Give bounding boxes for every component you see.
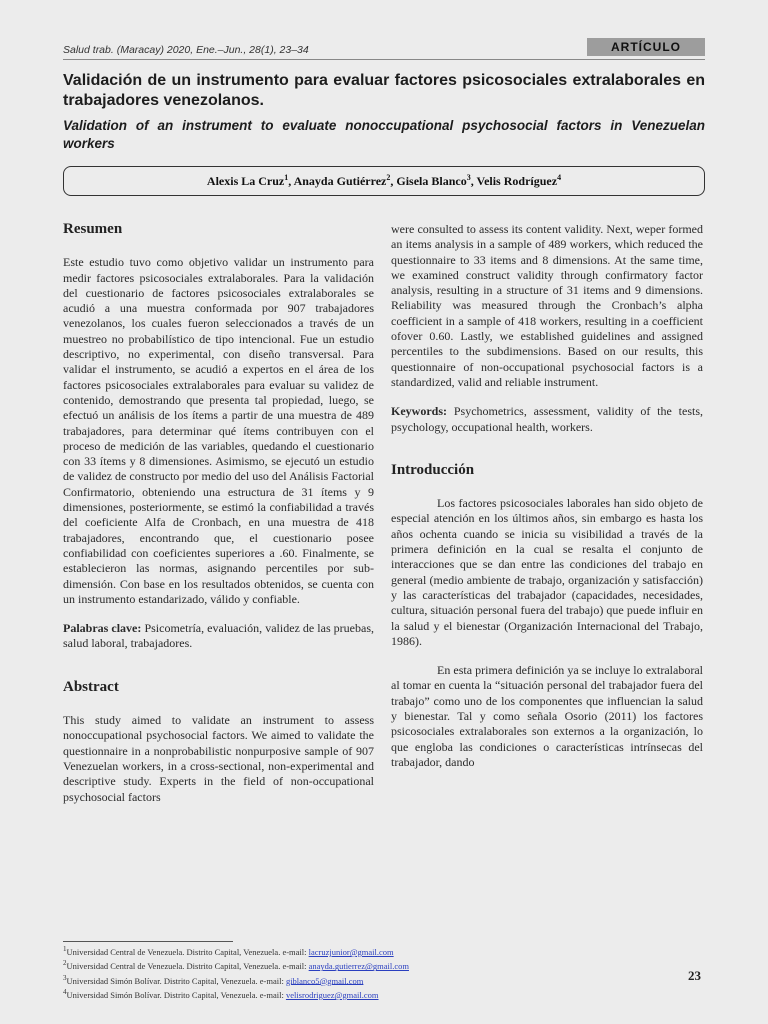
abstract-text-part2: were consulted to assess its content validity. Next, weper formed an items analysis in a sample of 489 workers, which reduced the questionnaire to 33 items and 8 dimensions. At the same time, we examined construct validity through confirmatory factor analysis, resulting in a structure of 31 items and 9 dimensions. Reliability was measured through the Cronbach’s alpha coefficient in a sample of 418 workers, resulting in a coefficient ofover 0.60. Lastly, we established guidelines and assigned percentiles to the subdimensions. Based on our results, this questionnaire of non-occupational psychosocial factors is a standardized, valid and reliable instrument.: [391, 222, 703, 389]
header-divider: [63, 59, 705, 60]
email-link[interactable]: velisrodriguez@gmail.com: [285, 989, 379, 1000]
introduccion-paragraph-1: Los factores psicosociales laborales han sido objeto de especial atención en los últimos años, sin embargo es hasta los años ochenta cuando se inicia su visibilidad a través de la primera definición en la cual se resalta el conjunto de interacciones que se dan entre las condiciones del trabajo en general (medio ambiente de trabajo, organización y satisfacción) y las características del trabajador (capacidades, necesidades, cultura, situación personal fuera del trabajo) que puede influir en la salud y el bienestar (Organización Internacional del Trabajo, 1986).: [391, 496, 703, 648]
introduccion-paragraph-2: En esta primera definición ya se incluye lo extralaboral al tomar en cuenta la “situación personal del trabajador fuera del trabajo” como uno de los componentes que influencian la salud y bienestar. Tal y como señala Osorio (2011) los factores psicosociales extralaborales son externos a la organización, lo que engloba las condiciones o características intrínsecas del trabajador, dando: [391, 663, 703, 769]
palabras-clave: [63, 621, 374, 652]
email-link[interactable]: anayda.gutierrez@gmail.com: [308, 961, 409, 972]
author-name: Gisela Blanco: [396, 174, 467, 188]
author-name: Velis Rodríguez: [476, 174, 558, 188]
abstract-text-part1: This study aimed to validate an instrument to assess nonoccupational psychosocial factors. We aimed to validate the questionnaire in a nonprobabilistic nonpurposive sample of 907 Venezuelan workers, in a cross-sectional, non-experimental and descriptive study. Experts in the field of non-occupational psychosocial factors: [63, 713, 374, 804]
author-affiliation-sup: 4: [557, 173, 562, 182]
keywords-text: Psychometrics, assessment, validity of the tests, psychology, occupational health, workers.: [391, 404, 704, 434]
footnote: $^1$Universidad Central de Venezuela. Distrito Capital, Venezuela. e-mail: lacruzjunior@gmail.com: [63, 945, 394, 957]
author-name: Anayda Gutiérrez: [293, 174, 387, 188]
email-link[interactable]: giblanco5@gmail.com: [285, 975, 364, 986]
section-badge: ARTÍCULO: [587, 38, 705, 56]
journal-citation: Salud trab. (Maracay) 2020, Ene.–Jun., 28(1), 23–34: [63, 44, 309, 56]
page-number: 23: [688, 968, 701, 983]
palabras-clave-label: Palabras clave:: [63, 621, 142, 636]
footnotes: [63, 944, 563, 1001]
resumen-text: Este estudio tuvo como objetivo validar un instrumento para medir factores psicosociales extralaborales. Para la validación del cuestionario de factores psicosociales extralaborales se acudió a una muestra conformada por 907 trabajadores venezolanos, los cuales fueron seleccionados a través de un muestreo no probabilístico de tipo intencional. Fue un estudio descriptivo, no experimental, con diseño transversal. Para validar el instrumento, se acudió a expertos en el área de los factores psicosociales extralaborales para evaluar su validez de contenido, demostrando que presenta tal propiedad, luego, se efectuó un análisis de los ítems a partir de una muestra de 489 trabajadores, para determinar qué ítems contribuyen con el proceso de medición de las variables, quedando el cuestionario con 33 ítems y 8 dimensiones. Asimismo, se ejecutó un estudio de validez de constructo por medio del uso del Análisis Factorial Confirmatorio, obteniendo una estructura de 31 ítems y 9 dimensiones, posteriormente, se estimó la confiabilidad a través del coeficiente Alfa de Cronbach, en una muestra de 418 trabajadores, encontrando que, el cuestionario posee confiabilidad con coeficientes superiores a .60. Finalmente, se establecieron las normas, asignando percentiles por sub-dimensión. Con base en los resultados obtenidos, se cuenta con un instrumento estandarizado, válido y confiable.: [63, 255, 374, 606]
footnote: $^3$Universidad Simón Bolívar. Distrito Capital, Venezuela. e-mail: giblanco5@gmail.com: [63, 973, 364, 986]
article-title-english: Validation of an instrument to evaluate nonoccupational psychosocial factors in Venezuelan workers: [63, 118, 705, 151]
footnote: $^2$Universidad Central de Venezuela. Distrito Capital, Venezuela. e-mail: anayda.gutierrez@gmail.com: [63, 959, 409, 972]
authors-box: Alexis La Cruz$^1$, Anayda Gutiérrez$^2$, Gisela Blanco$^3$, Velis Rodríguez$^4$: [63, 166, 705, 196]
author-affiliation-sup: 2: [386, 173, 391, 182]
palabras-clave-text: Psicometría, evaluación, validez de las pruebas, salud laboral, trabajadores.: [63, 621, 375, 651]
author-affiliation-sup: 1: [284, 173, 289, 182]
footnote: $^4$Universidad Simón Bolívar. Distrito Capital, Venezuela. e-mail: velisrodriguez@gmail.com: [63, 987, 379, 1000]
email-link[interactable]: lacruzjunior@gmail.com: [308, 946, 394, 957]
author-name: Alexis La Cruz: [206, 174, 285, 188]
abstract-heading: Abstract: [63, 678, 119, 695]
keywords: [391, 404, 703, 435]
introduccion-heading: Introducción: [391, 461, 475, 478]
left-column: [63, 222, 374, 805]
right-column: [391, 222, 703, 770]
author-affiliation-sup: 3: [466, 173, 471, 182]
resumen-heading: Resumen: [63, 221, 123, 237]
article-title-spanish: Validación de un instrumento para evaluar factores psicosociales extralaborales en trabajadores venezolanos.: [63, 72, 705, 109]
keywords-label: Keywords:: [391, 404, 447, 419]
footnote-divider: [63, 941, 233, 942]
